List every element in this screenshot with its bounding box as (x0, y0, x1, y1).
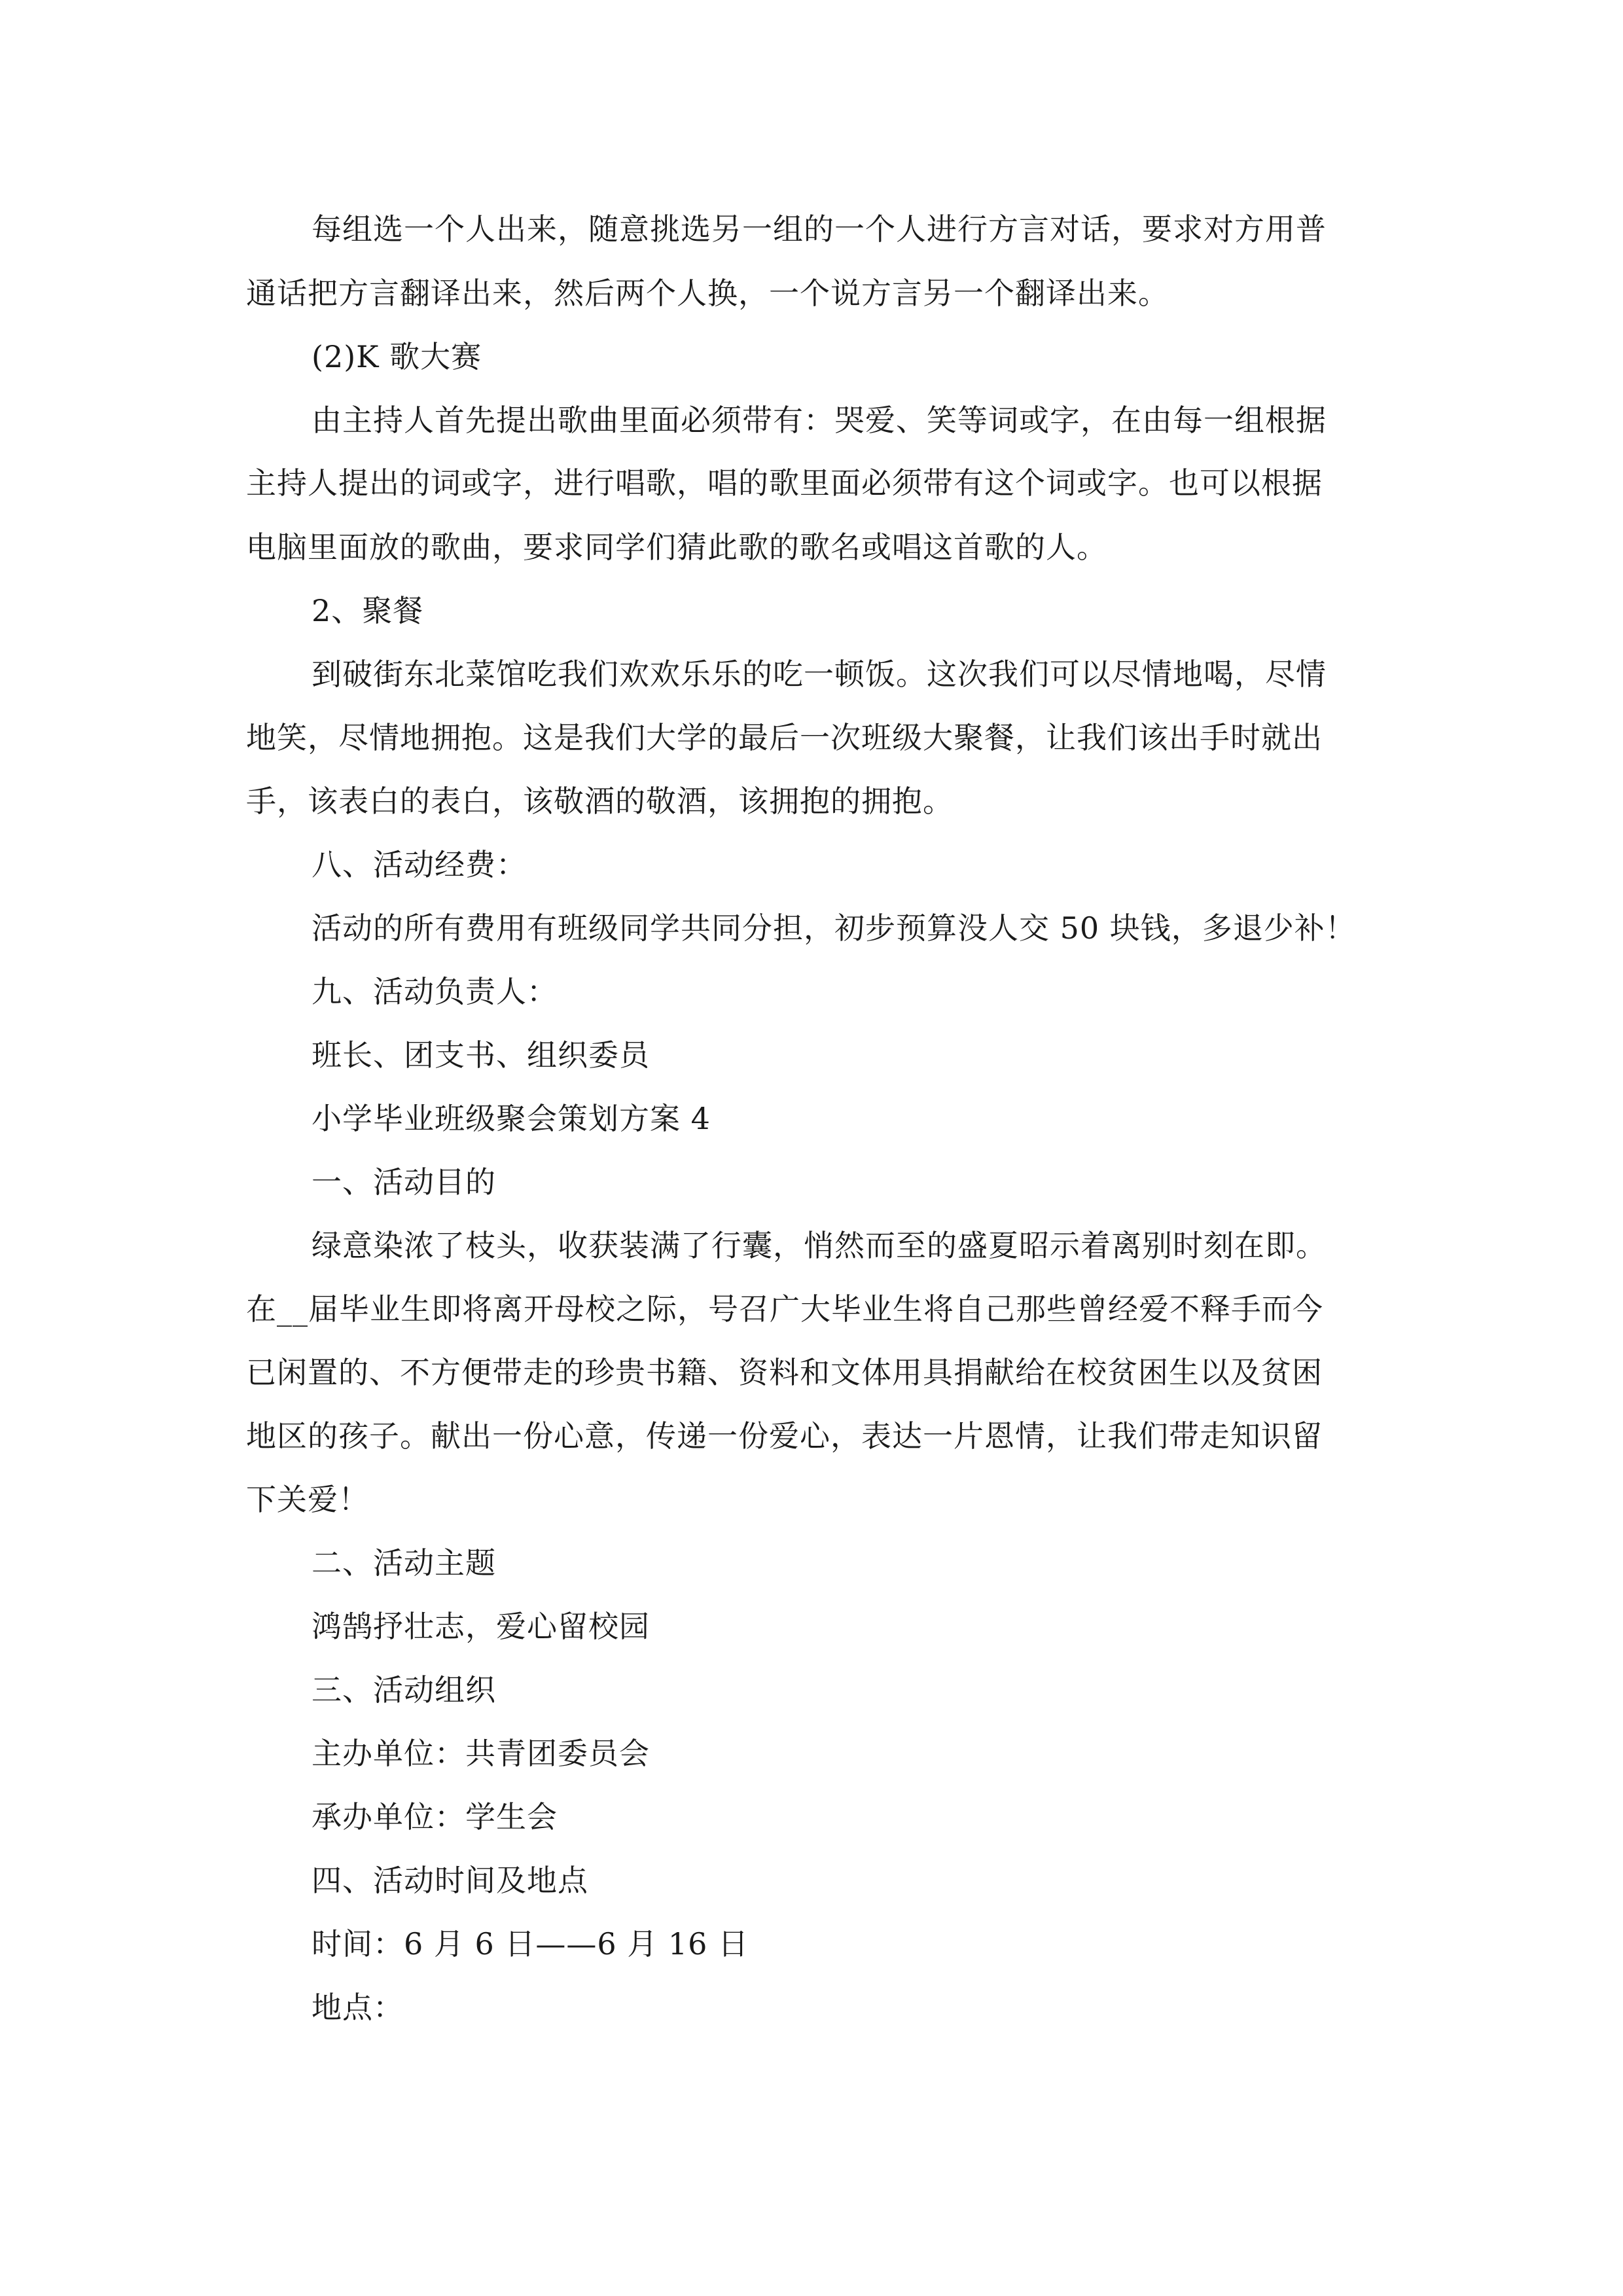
paragraph-line: 手，该表白的表白，该敬酒的敬酒，该拥抱的拥抱。 (246, 783, 954, 819)
paragraph-line: 通话把方言翻译出来，然后两个人换，一个说方言另一个翻译出来。 (246, 276, 1169, 311)
paragraph-line: 已闲置的、不方便带走的珍贵书籍、资料和文体用具捐献给在校贫困生以及贫困 (246, 1355, 1323, 1390)
paragraph-line: 电脑里面放的歌曲，要求同学们猜此歌的歌名或唱这首歌的人。 (246, 529, 1107, 565)
section-heading: 一、活动目的 (312, 1164, 496, 1200)
paragraph-line: 到破街东北菜馆吃我们欢欢乐乐的吃一顿饭。这次我们可以尽情地喝，尽情 (312, 656, 1327, 692)
section-heading: 二、活动主题 (312, 1545, 496, 1581)
paragraph-line: 绿意染浓了枝头，收获装满了行囊，悄然而至的盛夏昭示着离别时刻在即。 (312, 1228, 1327, 1263)
paragraph-line: 主持人提出的词或字，进行唱歌，唱的歌里面必须带有这个词或字。也可以根据 (246, 465, 1323, 501)
paragraph-line: 地点： (312, 1990, 404, 2025)
paragraph-line: 承办单位：学生会 (312, 1799, 558, 1835)
section-heading: 八、活动经费： (312, 847, 527, 882)
section-heading: 九、活动负责人： (312, 974, 558, 1009)
paragraph-line: 鸿鹄抒壮志，爱心留校园 (312, 1609, 650, 1644)
paragraph-line: 每组选一个人出来，随意挑选另一组的一个人进行方言对话，要求对方用普 (312, 211, 1327, 247)
paragraph-line: 在__届毕业生即将离开母校之际，号召广大毕业生将自己那些曾经爱不释手而今 (246, 1291, 1323, 1327)
section-heading: 四、活动时间及地点 (312, 1863, 588, 1898)
paragraph-line: 由主持人首先提出歌曲里面必须带有：哭爱、笑等词或字，在由每一组根据 (312, 403, 1327, 438)
paragraph-line: 地笑，尽情地拥抱。这是我们大学的最后一次班级大聚餐，让我们该出手时就出 (246, 720, 1323, 755)
paragraph-line: 活动的所有费用有班级同学共同分担，初步预算没人交 50 块钱，多退少补！ (312, 910, 1356, 946)
section-heading: (2)K 歌大赛 (312, 339, 482, 374)
paragraph-line: 主办单位：共青团委员会 (312, 1736, 650, 1771)
paragraph-line: 时间：6 月 6 日——6 月 16 日 (312, 1926, 749, 1962)
paragraph-line: 班长、团支书、组织委员 (312, 1037, 650, 1073)
paragraph-line: 下关爱！ (246, 1482, 369, 1517)
section-heading: 三、活动组织 (312, 1672, 496, 1708)
paragraph-line: 地区的孩子。献出一份心意，传递一份爱心，表达一片恩情，让我们带走知识留 (246, 1418, 1323, 1454)
section-heading: 2、聚餐 (312, 593, 424, 628)
document-title: 小学毕业班级聚会策划方案 4 (312, 1101, 711, 1136)
